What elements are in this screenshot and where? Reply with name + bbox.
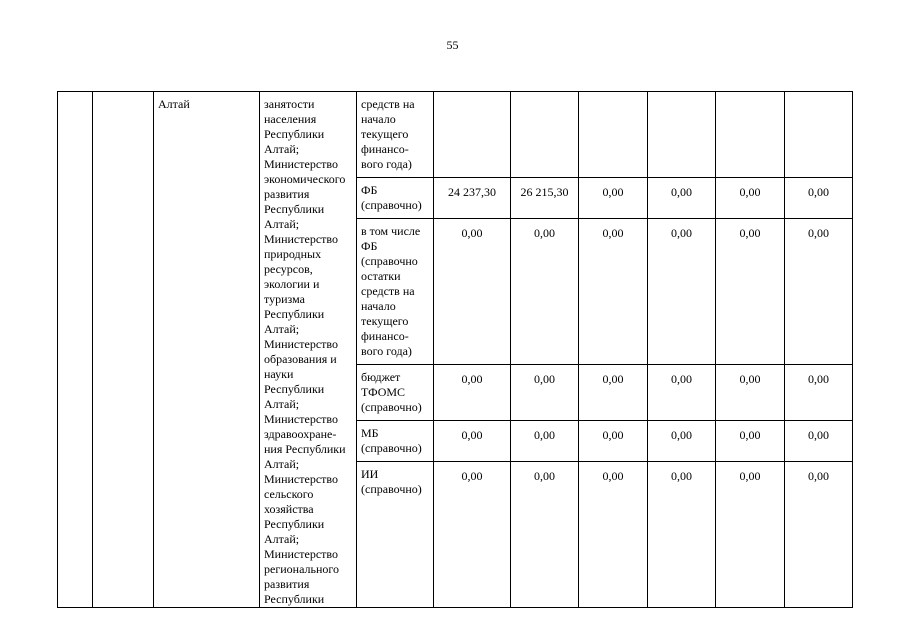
executors-list: [264, 97, 354, 607]
text-line: ФБ: [361, 239, 378, 253]
value-cell: 0,00: [785, 178, 853, 219]
source-label: [361, 97, 431, 172]
text-line: развития: [264, 577, 310, 591]
source-cell: [357, 178, 434, 219]
text-line: Алтай;: [264, 142, 300, 156]
source-cell: [357, 92, 434, 178]
source-cell: [357, 462, 434, 608]
value-cell: 26 215,30: [511, 178, 579, 219]
source-label: [361, 467, 431, 497]
page-number: 55: [446, 38, 459, 52]
text-line: финансо-: [361, 329, 409, 343]
text-line: Алтай;: [264, 217, 300, 231]
text-line: занятости: [264, 97, 315, 111]
text-line: остатки: [361, 269, 401, 283]
text-line: ИИ: [361, 467, 379, 481]
text-line: Алтай;: [264, 322, 300, 336]
text-line: туризма: [264, 292, 305, 306]
text-line: финансо-: [361, 142, 409, 156]
text-line: образования и: [264, 352, 337, 366]
value-cell: 0,00: [716, 219, 785, 365]
text-line: Министерство: [264, 547, 338, 561]
value-cell: [716, 92, 785, 178]
text-line: Алтай;: [264, 532, 300, 546]
text-line: текущего: [361, 314, 409, 328]
text-line: сельского: [264, 487, 314, 501]
value-cell: 0,00: [785, 462, 853, 608]
code-cell: [93, 92, 154, 608]
value-cell: 0,00: [648, 462, 716, 608]
executors-cell: [260, 92, 357, 608]
value-cell: 0,00: [579, 462, 648, 608]
text-line: (справочно): [361, 441, 422, 455]
value-cell: 0,00: [434, 365, 511, 421]
value-cell: 0,00: [785, 421, 853, 462]
text-line: (справочно): [361, 482, 422, 496]
region-cell: Алтай: [154, 92, 260, 608]
value-cell: 0,00: [579, 365, 648, 421]
text-line: бюджет: [361, 370, 401, 384]
text-line: (справочно): [361, 400, 422, 414]
text-line: Министерство: [264, 337, 338, 351]
text-line: развития: [264, 187, 310, 201]
value-cell: 0,00: [579, 178, 648, 219]
value-cell: 0,00: [648, 365, 716, 421]
text-line: Алтай;: [264, 397, 300, 411]
text-line: Министерство: [264, 472, 338, 486]
value-cell: 0,00: [511, 219, 579, 365]
text-line: Министерство: [264, 412, 338, 426]
text-line: экономического: [264, 172, 346, 186]
source-label: [361, 426, 431, 456]
text-line: ФБ: [361, 183, 378, 197]
text-line: Министерство: [264, 232, 338, 246]
budget-table: [57, 91, 853, 608]
text-line: ТФОМС: [361, 385, 406, 399]
value-cell: 0,00: [716, 421, 785, 462]
text-line: в том числе: [361, 224, 421, 238]
value-cell: 0,00: [648, 178, 716, 219]
text-line: (справочно: [361, 254, 418, 268]
text-line: МБ: [361, 426, 379, 440]
text-line: Алтай;: [264, 457, 300, 471]
text-line: Министерство: [264, 157, 338, 171]
value-cell: 0,00: [579, 219, 648, 365]
value-cell: 0,00: [434, 462, 511, 608]
text-line: экологии и: [264, 277, 320, 291]
text-line: ния Республики: [264, 442, 346, 456]
value-cell: [511, 92, 579, 178]
value-cell: 0,00: [716, 178, 785, 219]
value-cell: 0,00: [785, 219, 853, 365]
value-cell: 0,00: [511, 462, 579, 608]
value-cell: 0,00: [579, 421, 648, 462]
text-line: Республики: [264, 202, 325, 216]
text-line: текущего: [361, 127, 409, 141]
text-line: науки: [264, 367, 294, 381]
text-line: средств на: [361, 284, 415, 298]
value-cell: 0,00: [434, 421, 511, 462]
text-line: начало: [361, 112, 396, 126]
value-cell: 0,00: [648, 219, 716, 365]
value-cell: 0,00: [434, 219, 511, 365]
source-cell: [357, 421, 434, 462]
text-line: Республики: [264, 592, 325, 606]
value-cell: 0,00: [648, 421, 716, 462]
value-cell: [785, 92, 853, 178]
source-label: [361, 224, 431, 359]
value-cell: 0,00: [785, 365, 853, 421]
value-cell: [579, 92, 648, 178]
text-line: начало: [361, 299, 396, 313]
value-cell: 0,00: [716, 365, 785, 421]
text-line: ресурсов,: [264, 262, 313, 276]
text-line: вого года): [361, 344, 412, 358]
value-cell: 24 237,30: [434, 178, 511, 219]
text-line: Республики: [264, 517, 325, 531]
text-line: здравоохране-: [264, 427, 337, 441]
source-label: [361, 370, 431, 415]
text-line: регионального: [264, 562, 340, 576]
source-cell: [357, 219, 434, 365]
text-line: вого года): [361, 157, 412, 171]
text-line: хозяйства: [264, 502, 314, 516]
value-cell: 0,00: [716, 462, 785, 608]
value-cell: [434, 92, 511, 178]
number-cell: [58, 92, 93, 608]
table-row: [58, 92, 853, 178]
value-cell: 0,00: [511, 365, 579, 421]
text-line: населения: [264, 112, 317, 126]
text-line: Республики: [264, 307, 325, 321]
text-line: (справочно): [361, 198, 422, 212]
text-line: Республики: [264, 382, 325, 396]
value-cell: 0,00: [511, 421, 579, 462]
text-line: Республики: [264, 127, 325, 141]
text-line: природных: [264, 247, 322, 261]
source-cell: [357, 365, 434, 421]
value-cell: [648, 92, 716, 178]
text-line: средств на: [361, 97, 415, 111]
source-label: [361, 183, 431, 213]
